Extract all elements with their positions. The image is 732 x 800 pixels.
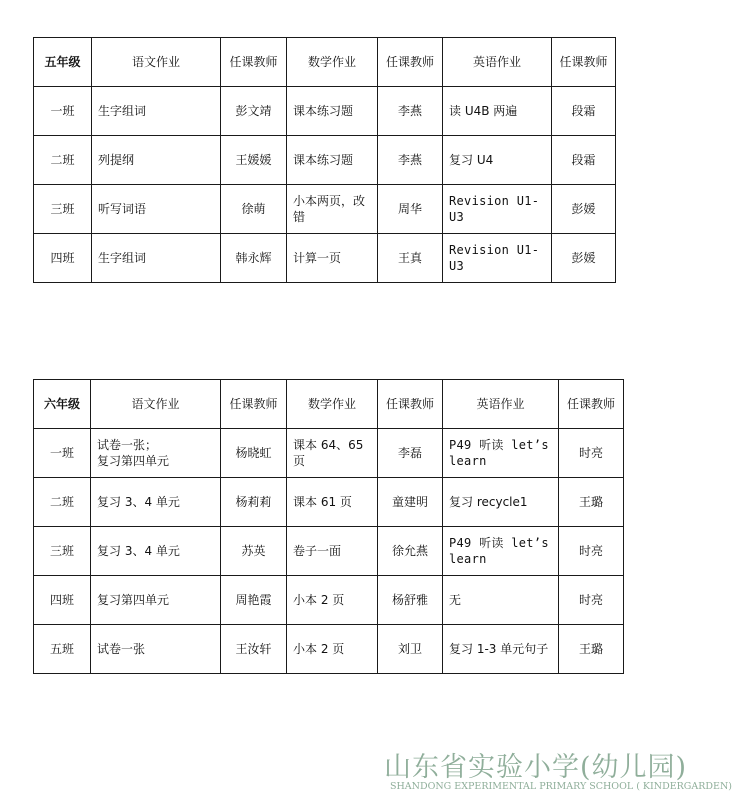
math-homework-cell: 课本练习题 [287, 87, 378, 136]
table-row [34, 185, 616, 234]
english-homework-cell: 复习 1-3 单元句子 [443, 625, 559, 674]
teacher-cell: 王汝轩 [221, 625, 287, 674]
teacher-cell: 时亮 [559, 576, 624, 625]
column-header: 数学作业 [287, 380, 378, 429]
table-header-row [34, 38, 616, 87]
chinese-homework-cell [91, 429, 221, 478]
english-homework-cell: Revision U1-U3 [443, 234, 552, 283]
table-row [34, 576, 624, 625]
teacher-cell: 王真 [378, 234, 443, 283]
class-cell: 五班 [34, 625, 91, 674]
column-header: 任课教师 [221, 380, 287, 429]
teacher-cell: 徐允燕 [378, 527, 443, 576]
chinese-homework-cell: 复习 3、4 单元 [91, 478, 221, 527]
chinese-homework-cell: 复习第四单元 [91, 576, 221, 625]
english-homework-text: P49 听读 let’s learn [449, 536, 549, 566]
teacher-cell: 王媛媛 [221, 136, 287, 185]
teacher-cell: 杨晓虹 [221, 429, 287, 478]
grade6-homework-table [33, 379, 624, 674]
english-homework-cell [443, 527, 559, 576]
class-cell: 四班 [34, 234, 92, 283]
grade-label: 六年级 [34, 380, 91, 429]
column-header: 语文作业 [92, 38, 221, 87]
math-homework-cell: 课本 64、65 页 [287, 429, 378, 478]
school-name-english: SHANDONG EXPERIMENTAL PRIMARY SCHOOL ( KINDERGARDEN) [390, 781, 732, 792]
table-row [34, 527, 624, 576]
column-header: 任课教师 [378, 380, 443, 429]
table-row [34, 87, 616, 136]
table-row [34, 429, 624, 478]
column-header: 数学作业 [287, 38, 378, 87]
teacher-cell: 王璐 [559, 478, 624, 527]
teacher-cell: 韩永辉 [221, 234, 287, 283]
table-row [34, 234, 616, 283]
math-homework-cell: 小本 2 页 [287, 576, 378, 625]
math-homework-cell: 计算一页 [287, 234, 378, 283]
table-row [34, 478, 624, 527]
math-homework-cell [287, 185, 378, 234]
teacher-cell: 苏英 [221, 527, 287, 576]
column-header: 任课教师 [552, 38, 616, 87]
column-header: 任课教师 [378, 38, 443, 87]
teacher-cell: 段霜 [552, 87, 616, 136]
class-cell: 三班 [34, 527, 91, 576]
class-cell: 一班 [34, 87, 92, 136]
grade5-homework-table [33, 37, 616, 283]
english-homework-text: P49 听读 let’s learn [449, 438, 549, 468]
class-cell: 二班 [34, 136, 92, 185]
teacher-cell: 童建明 [378, 478, 443, 527]
math-homework-cell: 课本 61 页 [287, 478, 378, 527]
english-homework-cell [443, 429, 559, 478]
teacher-cell: 时亮 [559, 527, 624, 576]
math-homework-text: 小本两页，改 错 [293, 194, 366, 224]
teacher-cell: 段霜 [552, 136, 616, 185]
teacher-cell: 彭媛 [552, 185, 616, 234]
class-cell: 三班 [34, 185, 92, 234]
class-cell: 四班 [34, 576, 91, 625]
chinese-homework-cell: 生字组词 [92, 87, 221, 136]
chinese-homework-cell: 听写词语 [92, 185, 221, 234]
column-header: 英语作业 [443, 380, 559, 429]
teacher-cell: 徐萌 [221, 185, 287, 234]
english-homework-cell: 复习 recycle1 [443, 478, 559, 527]
table-header-row [34, 380, 624, 429]
english-homework-cell: 无 [443, 576, 559, 625]
english-homework-cell: Revision U1-U3 [443, 185, 552, 234]
teacher-cell: 杨舒雅 [378, 576, 443, 625]
math-homework-cell: 卷子一面 [287, 527, 378, 576]
column-header: 任课教师 [559, 380, 624, 429]
chinese-homework-cell: 生字组词 [92, 234, 221, 283]
class-cell: 二班 [34, 478, 91, 527]
teacher-cell: 彭媛 [552, 234, 616, 283]
teacher-cell: 彭文靖 [221, 87, 287, 136]
teacher-cell: 刘卫 [378, 625, 443, 674]
chinese-homework-cell: 试卷一张 [91, 625, 221, 674]
column-header: 英语作业 [443, 38, 552, 87]
teacher-cell: 周艳霞 [221, 576, 287, 625]
school-name-chinese: 山东省实验小学(幼儿园) [384, 752, 688, 783]
class-cell: 一班 [34, 429, 91, 478]
english-homework-cell: 复习 U4 [443, 136, 552, 185]
grade-label: 五年级 [34, 38, 92, 87]
english-homework-cell: 读 U4B 两遍 [443, 87, 552, 136]
teacher-cell: 李燕 [378, 87, 443, 136]
teacher-cell: 王璐 [559, 625, 624, 674]
teacher-cell: 杨莉莉 [221, 478, 287, 527]
table-row [34, 625, 624, 674]
teacher-cell: 李燕 [378, 136, 443, 185]
teacher-cell: 时亮 [559, 429, 624, 478]
teacher-cell: 周华 [378, 185, 443, 234]
math-homework-cell: 小本 2 页 [287, 625, 378, 674]
table-row [34, 136, 616, 185]
chinese-homework-cell: 列提纲 [92, 136, 221, 185]
teacher-cell: 李磊 [378, 429, 443, 478]
school-logo [384, 745, 732, 797]
chinese-homework-cell: 复习 3、4 单元 [91, 527, 221, 576]
math-homework-cell: 课本练习题 [287, 136, 378, 185]
column-header: 任课教师 [221, 38, 287, 87]
chinese-homework-text: 试卷一张； 复习第四单元 [97, 438, 170, 468]
column-header: 语文作业 [91, 380, 221, 429]
